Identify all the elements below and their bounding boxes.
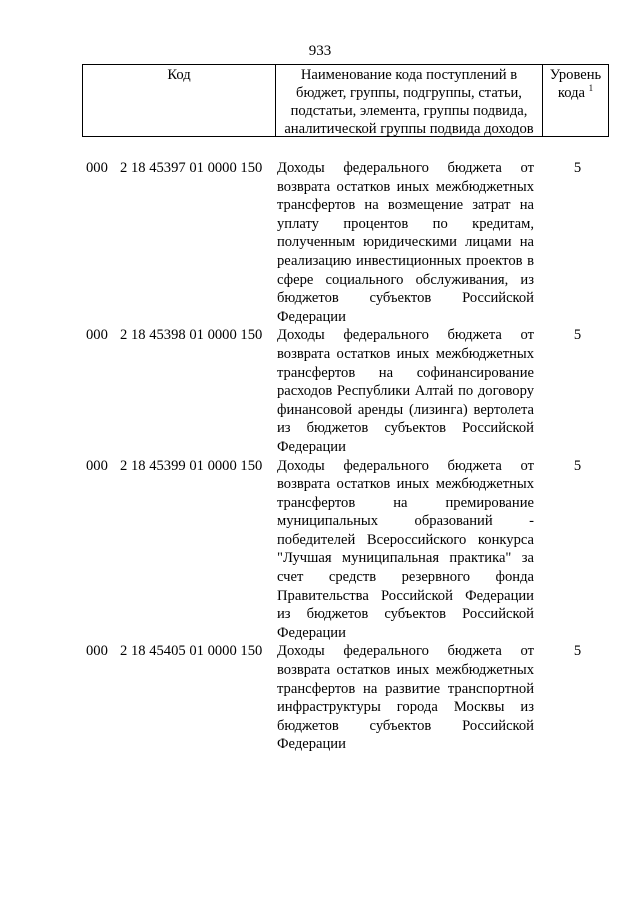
row-prefix: 000	[86, 160, 108, 176]
table-row	[82, 159, 609, 326]
row-prefix: 000	[86, 643, 108, 660]
row-code: 2 18 45398 01 0000 150	[120, 327, 263, 344]
header-level-label: Уровень кода	[549, 67, 602, 101]
table-row	[82, 642, 609, 754]
table-header	[82, 64, 609, 137]
row-code: 2 18 45399 01 0000 150	[120, 457, 263, 474]
row-level: 5	[573, 457, 582, 474]
header-name: Наименование кода поступлений в бюджет, группы, подгруппы, статьи, подстатьи, элемента, группы подвида, аналитической группы подвида доходов	[276, 65, 543, 136]
row-code: 2 18 45405 01 0000 150	[120, 643, 263, 660]
row-name: Доходы федерального бюджета от возврата остатков иных межбюджетных трансфертов на премирование муниципальных образований - победителей Всероссийского конкурса "Лучшая муниципальная практика" за счет средств резервного фонда Правительства Российской Федерации из бюджетов субъектов Российской Федерации	[277, 457, 534, 641]
header-level-footnote: 1	[588, 83, 594, 93]
row-prefix: 000	[86, 457, 108, 474]
row-level: 5	[573, 643, 582, 660]
page-number: 933	[308, 43, 332, 59]
row-code: 2 18 45397 01 0000 150	[120, 160, 263, 176]
table-body	[82, 159, 609, 754]
table-row	[82, 326, 609, 456]
row-prefix: 000	[86, 327, 108, 344]
row-name: Доходы федерального бюджета от возврата остатков иных межбюджетных трансфертов на софинансирование расходов Республики Алтай по договору финансовой аренды (лизинга) вертолета из бюджетов субъектов Российской Федерации	[277, 327, 534, 455]
row-name: Доходы федерального бюджета от возврата остатков иных межбюджетных трансфертов на развитие транспортной инфраструктуры города Москвы из бюджетов субъектов Российской Федерации	[277, 643, 534, 753]
table-row	[82, 457, 609, 643]
row-level: 5	[573, 327, 582, 344]
header-level	[543, 65, 608, 136]
row-name: Доходы федерального бюджета от возврата остатков иных межбюджетных трансфертов на возмещение затрат на уплату процентов по кредитам, полученным юридическими лицами на реализацию инвестиционных проектов в сфере социального обслуживания, из бюджетов субъектов Российской Федерации	[277, 160, 534, 325]
header-code: Код	[83, 65, 276, 136]
row-level: 5	[573, 160, 582, 176]
